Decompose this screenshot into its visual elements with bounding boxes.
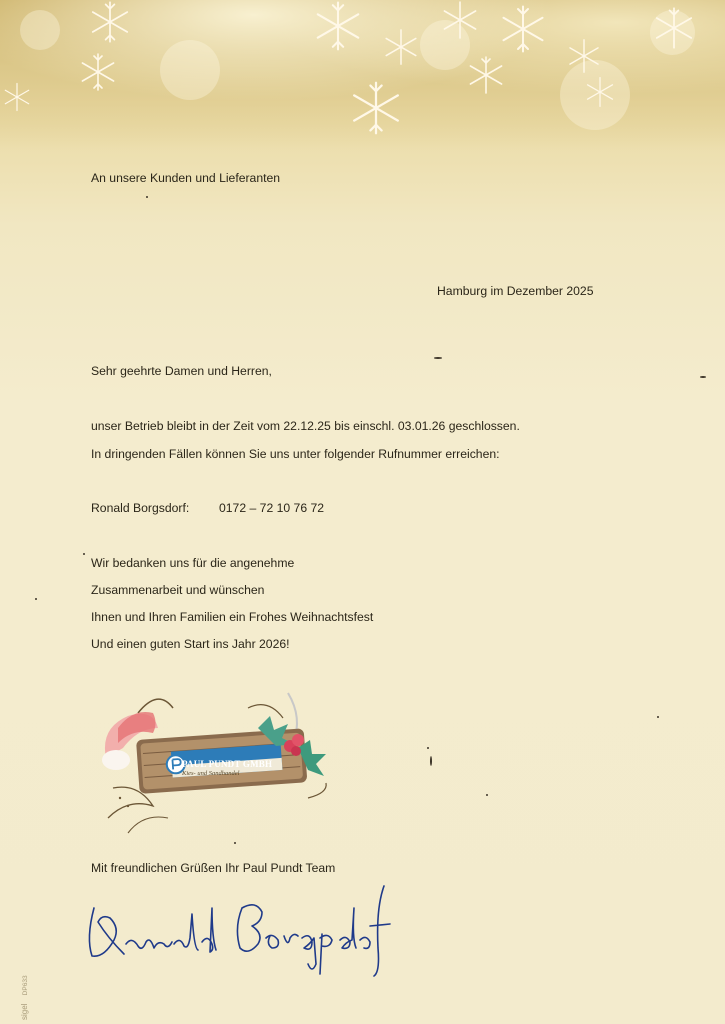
- scan-speck: [434, 357, 442, 359]
- urgent-notice: In dringenden Fällen können Sie uns unter folgender Rufnummer erreichen:: [91, 447, 500, 461]
- salutation: Sehr geehrte Damen und Herren,: [91, 364, 272, 378]
- logo-tagline: Kies- und Sandhandel: [182, 770, 240, 777]
- snowflake-icon: [312, 0, 364, 52]
- date-line: Hamburg im Dezember 2025: [437, 284, 594, 298]
- scan-speck: [234, 842, 236, 844]
- snowflake-icon: [498, 4, 548, 54]
- scan-speck: [83, 553, 85, 555]
- brand-code: DP633: [22, 975, 29, 996]
- logo-company-name: PAUL PUNDT GMBH: [182, 759, 273, 769]
- paper-brand-mark: [7, 940, 29, 1020]
- thanks-line: Und einen guten Start ins Jahr 2026!: [91, 637, 290, 651]
- handwritten-signature: [84, 878, 414, 978]
- snowflake-icon: [440, 0, 480, 40]
- scan-speck: [35, 598, 37, 600]
- thanks-line: Ihnen und Ihren Familien ein Frohes Weihnachtsfest: [91, 610, 374, 624]
- scan-speck: [146, 196, 148, 198]
- scan-speck: [700, 376, 706, 378]
- contact-phone: 0172 – 72 10 76 72: [219, 501, 325, 515]
- thanks-line: Wir bedanken uns für die angenehme: [91, 556, 295, 570]
- snowflake-icon: [88, 0, 132, 44]
- snowflake-icon: [652, 6, 696, 50]
- snowflake-icon: [466, 55, 506, 95]
- scan-speck: [427, 747, 429, 749]
- snowflake-header: [0, 0, 725, 150]
- thanks-paragraph: [91, 556, 373, 664]
- snowflake-icon: [78, 52, 118, 92]
- thanks-line: Zusammenarbeit und wünschen: [91, 583, 265, 597]
- closure-notice: unser Betrieb bleibt in der Zeit vom 22.12.25 bis einschl. 03.01.26 geschlossen.: [91, 419, 520, 433]
- closing-greeting: Mit freundlichen Grüßen Ihr Paul Pundt Team: [91, 861, 336, 875]
- snowflake-icon: [584, 76, 616, 108]
- contact-name: Ronald Borgsdorf:: [91, 501, 190, 515]
- snowflake-icon: [382, 28, 420, 66]
- recipient-line: An unsere Kunden und Lieferanten: [91, 171, 281, 185]
- snowflake-icon: [2, 82, 32, 112]
- scan-speck: [430, 756, 432, 766]
- snowflake-icon: [566, 38, 602, 74]
- scan-speck: [657, 716, 659, 718]
- snowflake-icon: [348, 80, 404, 136]
- brand-name: sigel: [20, 1003, 29, 1020]
- scan-speck: [486, 794, 488, 796]
